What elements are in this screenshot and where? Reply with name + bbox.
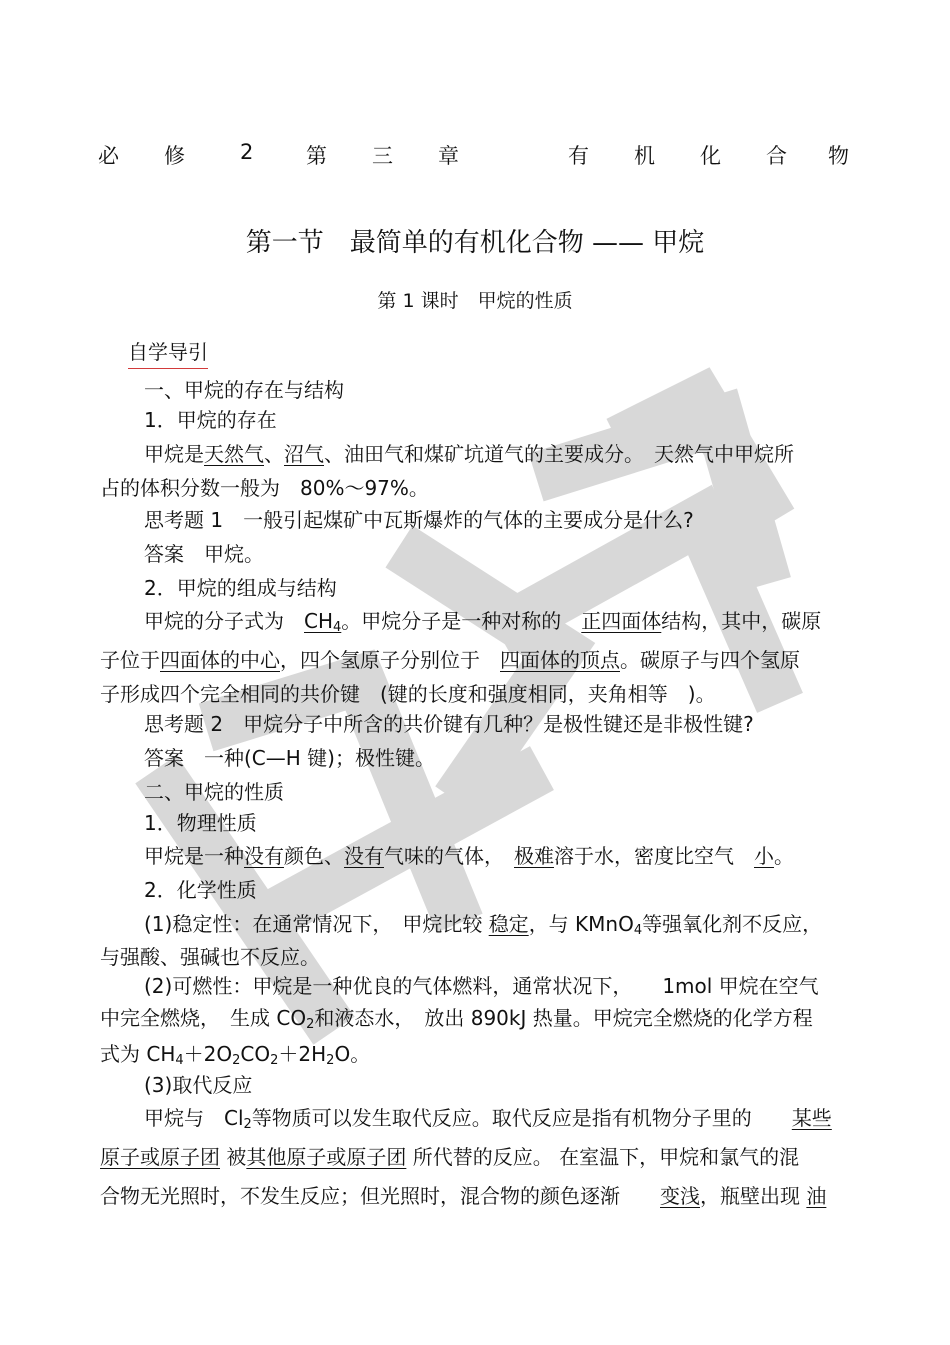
subsection-heading: 2．甲烷的组成与结构 — [144, 576, 337, 600]
subsection-heading: 2．化学性质 — [144, 878, 257, 902]
subsection-heading: 1．物理性质 — [144, 811, 257, 835]
answer-blank: 其他原子或原子团 — [246, 1145, 407, 1169]
answer-blank: 某些 — [791, 1106, 832, 1130]
answer-blank: 正四面体 — [581, 609, 662, 633]
answer-line: 答案 甲烷。 — [144, 542, 264, 566]
answer-blank: 四面体的顶点 — [500, 648, 620, 672]
paragraph-line: (2)可燃性：甲烷是一种优良的气体燃料，通常状况下， 1mol 甲烷在空气 — [144, 974, 819, 998]
header-char: 第 — [306, 144, 327, 168]
header-char: 三 — [372, 144, 393, 168]
header-char: 有 — [568, 144, 589, 168]
paragraph-line: 合物无光照时，不发生反应；但光照时，混合物的颜色逐渐 变浅，瓶壁出现 油 — [100, 1184, 827, 1208]
paragraph-line: 与强酸、强碱也不反应。 — [100, 945, 320, 969]
header-char: 修 — [164, 144, 185, 168]
paragraph-line: 甲烷是天然气、沼气、油田气和煤矿坑道气的主要成分。 天然气中甲烷所 — [144, 442, 794, 466]
header-char: 化 — [700, 144, 721, 168]
paragraph-line: 子位于四面体的中心，四个氢原子分别位于 四面体的顶点。碳原子与四个氢原 — [100, 648, 800, 672]
section-heading: 一、甲烷的存在与结构 — [144, 378, 344, 402]
header-char: 2 — [240, 140, 254, 164]
answer-blank: $CH_4$ — [304, 609, 342, 635]
header-char: 合 — [766, 144, 787, 168]
answer-blank: 变浅 — [660, 1184, 700, 1208]
header-char: 章 — [438, 144, 459, 168]
paragraph-line: 甲烷与 $Cl_2$等物质可以发生取代反应。取代反应是指有机物分子里的 某些 — [144, 1106, 832, 1132]
paragraph-line: 原子或原子团 被其他原子或原子团 所代替的反应。 在室温下，甲烷和氯气的混 — [100, 1145, 800, 1169]
answer-line: 答案 一种(C—H 键)；极性键。 — [144, 746, 435, 770]
answer-blank: 稳定 — [488, 912, 529, 936]
paragraph-line: (1)稳定性：在通常情况下， 甲烷比较 稳定，与 KMnO$_4$等强氧化剂不反应， — [144, 912, 823, 938]
header-char: 物 — [828, 144, 849, 168]
guide-heading: 自学导引 — [128, 338, 208, 369]
subsection-heading: (3)取代反应 — [144, 1073, 253, 1097]
answer-blank: 沼气 — [284, 442, 324, 466]
answer-blank: 天然气 — [204, 442, 264, 466]
question-line: 思考题 1 一般引起煤矿中瓦斯爆炸的气体的主要成分是什么? — [144, 508, 694, 532]
header-char: 必 — [98, 144, 119, 168]
question-line: 思考题 2 甲烷分子中所含的共价键有几种？是极性键还是非极性键? — [144, 712, 754, 736]
answer-blank: 极难 — [514, 844, 554, 868]
paragraph-line: 甲烷是一种没有颜色、没有气味的气体， 极难溶于水，密度比空气 小。 — [144, 844, 794, 868]
paragraph-line: 甲烷的分子式为 $CH_4$。甲烷分子是一种对称的 正四面体结构，其中，碳原 — [144, 609, 822, 635]
answer-blank: 原子或原子团 — [100, 1145, 220, 1169]
header-char: 机 — [634, 144, 655, 168]
page-title: 第一节 最简单的有机化合物 —— 甲烷 — [245, 228, 705, 258]
section-heading: 二、甲烷的性质 — [144, 780, 284, 804]
answer-blank: 没有 — [344, 844, 384, 868]
answer-blank: 油 — [806, 1184, 827, 1208]
paragraph-line: 中完全燃烧， 生成 $CO_2$和液态水， 放出 890kJ 热量。甲烷完全燃烧的化学方程 — [100, 1006, 813, 1032]
subsection-heading: 1．甲烷的存在 — [144, 408, 277, 432]
paragraph-line: 子形成四个完全相同的共价键 (键的长度和强度相同，夹角相等 )。 — [100, 682, 716, 706]
answer-blank: 四面体的中心 — [160, 648, 280, 672]
page-subtitle: 第 1 课时 甲烷的性质 — [377, 290, 573, 312]
paragraph-line: 占的体积分数一般为 80%～97%。 — [100, 476, 429, 500]
answer-blank: 小 — [754, 844, 774, 868]
equation-line: 式为 $CH_4+2O_2CO_2+2H_2O$。 — [100, 1042, 371, 1068]
answer-blank: 没有 — [244, 844, 284, 868]
